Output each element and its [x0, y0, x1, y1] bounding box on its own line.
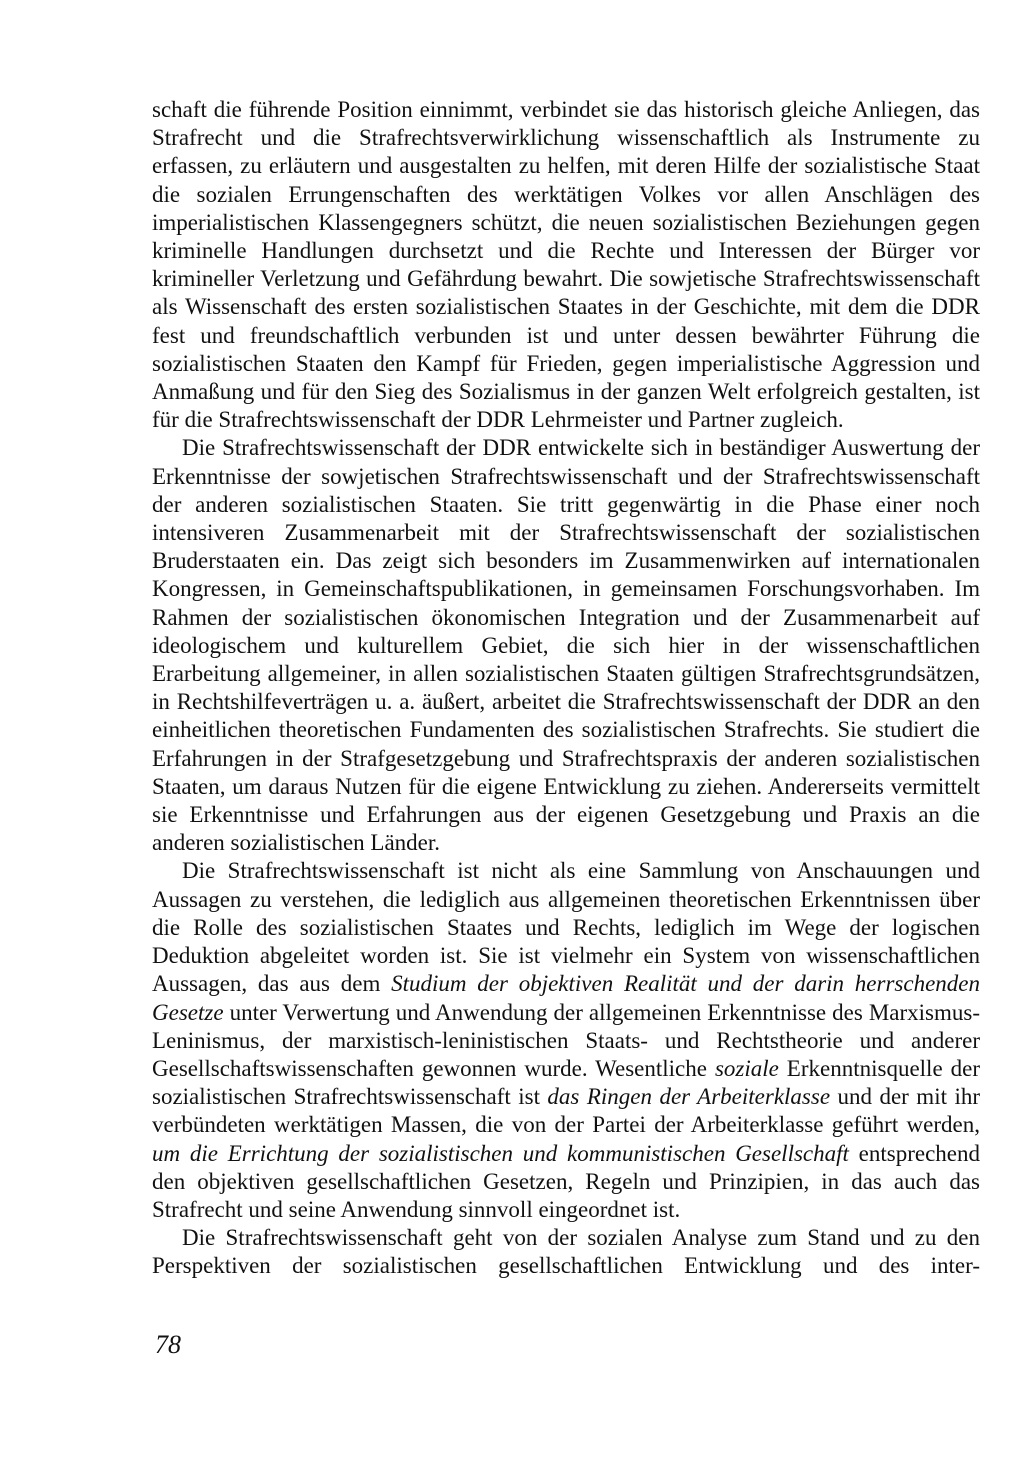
paragraph-3-emphasis-errichtung: um die Errichtung der sozialistischen und kommunistischen Gesellschaft	[152, 1140, 849, 1166]
paragraph-3-emphasis-soziale: soziale	[714, 1055, 779, 1081]
paragraph-3-text: Die Strafrechtswissenschaft ist nicht als eine Sammlung von Anschauungen und Aussagen zu verstehen, die lediglich aus allgemeinen theoretischen Erkenntnissen über die Rolle des sozialistischen Staates und Rechts, lediglich im Wege der logischen Deduktion abgeleitet worden ist. Sie ist vielmehr ein System von wissenschaftlichen Aussagen, das aus dem	[152, 858, 980, 997]
paragraph-2	[152, 434, 980, 857]
paragraph-1-text: schaft die führende Position einnimmt, verbindet sie das historisch gleiche Anliegen, das Strafrecht und die Strafrechtsverwirklichung wissenschaftlich als Instrumente zu erfassen, zu erläutern und ausgestalten zu helfen, mit deren Hilfe der sozialistische Staat die sozialen Errungenschaften des werktätigen Volkes vor allen Anschlägen des imperialistischen Klassengegners schützt, die neuen sozialistischen Beziehungen gegen kriminelle Handlungen durchsetzt und die Rechte und Interessen der Bürger vor krimineller Verletzung und Gefährdung bewahrt. Die sowjetische Strafrechtswissenschaft als Wissenschaft des ersten sozialistischen Staates in der Geschichte, mit dem die DDR fest und freundschaftlich verbunden ist und unter dessen bewährter Führung die sozialistischen Staaten den Kampf für Frieden, gegen imperialistische Aggression und Anmaßung und für den Sieg des Sozialismus in der ganzen Welt erfolgreich gestalten, ist für die Strafrechtswissenschaft der DDR Lehrmeister und Partner zugleich.	[152, 97, 980, 433]
paragraph-2-text: Die Strafrechtswissenschaft der DDR entwickelte sich in beständiger Auswertung der Erkenntnisse der sowjetischen Strafrechtswissenschaft und der Strafrechtswissenschaft der anderen sozialistischen Staaten. Sie tritt gegenwärtig in die Phase einer noch intensiveren Zusammenarbeit mit der Strafrechtswissenschaft der sozialistischen Bruderstaaten ein. Das zeigt sich besonders im Zusammenwirken auf internationalen Kongressen, in Gemeinschaftspublikationen, in gemeinsamen Forschungsvorhaben. Im Rahmen der sozialistischen ökonomischen Integration und der Zusammenarbeit auf ideologischem und kulturellem Gebiet, die sich hier in der wissenschaftlichen Erarbeitung allgemeiner, in allen sozialistischen Staaten gültigen Strafrechtsgrundsätzen, in Rechtshilfeverträgen u. a. äußert, arbeitet die Strafrechtswissenschaft der DDR an den einheitlichen theoretischen Fundamenten des sozialistischen Strafrechts. Sie studiert die Erfahrungen in der Strafgesetzgebung und Strafrechtspraxis der anderen sozialistischen Staaten, um daraus Nutzen für die eigene Entwicklung zu ziehen. Andererseits vermittelt sie Erkenntnisse und Erfahrungen aus der eigenen Gesetzgebung und Praxis an die anderen sozialistischen Länder.	[152, 435, 980, 856]
paragraph-4	[152, 1224, 980, 1280]
paragraph-3-emphasis-studium: Studium der objektiven Realität und der darin herrschenden Gesetze	[152, 971, 980, 1025]
paragraph-3-text: entsprechend den objektiven gesellschaftlichen Gesetzen, Regeln und Prinzipien, in das auch das Strafrecht und seine Anwendung sinnvoll eingeordnet ist.	[152, 1140, 980, 1222]
page-number: 78	[155, 1330, 181, 1359]
paragraph-3-text: Erkenntnisquelle der sozialistischen Strafrechtswissenschaft ist	[152, 1055, 980, 1110]
paragraph-3	[152, 857, 980, 1224]
paragraph-4-text: Die Strafrechtswissenschaft geht von der sozialen Analyse zum Stand und zu den Perspektiven der sozialistischen gesellschaftlichen Entwicklung und des inter-	[152, 1225, 980, 1279]
paragraph-3-text: unter Verwertung und Anwendung der allgemeinen Erkenntnisse des Marxismus-Leninismus, der marxistisch-leninistischen Staats- und Rechtstheorie und anderer Gesellschaftswissenschaften gewonnen wurde. Wesentliche	[152, 999, 980, 1081]
paragraph-1	[152, 96, 980, 434]
page-body	[152, 96, 980, 1281]
paragraph-3-text: und der mit ihr verbündeten werktätigen Massen, die von der Partei der Arbeiterklasse geführt werden,	[152, 1084, 980, 1138]
paragraph-3-emphasis-ringen: das Ringen der Arbeiterklasse	[547, 1084, 831, 1110]
